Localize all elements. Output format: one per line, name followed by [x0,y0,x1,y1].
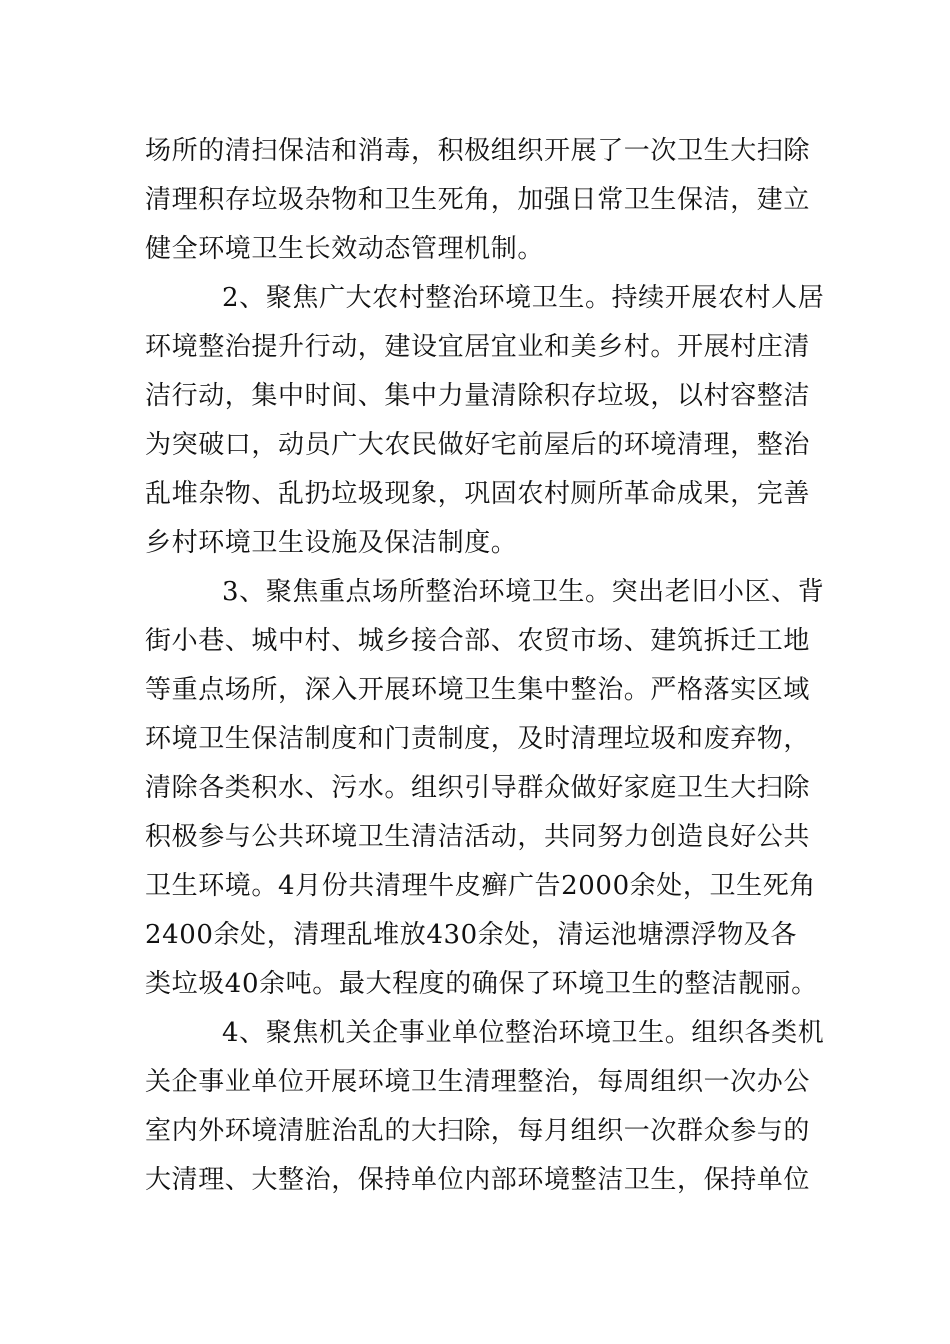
text-line: 清除各类积水、污水。组织引导群众做好家庭卫生大扫除 [145,773,811,803]
text-line: 积极参与公共环境卫生清洁活动，共同努力创造良好公共 [145,822,811,852]
text-line: 洁行动，集中时间、集中力量清除积存垃圾，以村容整洁 [145,381,811,411]
paragraph-intro-continuation [145,127,810,274]
text-line: 室内外环境清脏治乱的大扫除，每月组织一次群众参与的 [145,1116,811,1146]
text-line: 类垃圾40余吨。最大程度的确保了环境卫生的整洁靓丽。 [145,969,818,999]
text-line: 卫生环境。4月份共清理牛皮癣广告2000余处，卫生死角 [145,871,816,901]
text-line: 乡村环境卫生设施及保洁制度。 [145,528,518,558]
text-line: 等重点场所，深入开展环境卫生集中整治。严格落实区域 [145,675,811,705]
document-body [145,127,825,1205]
paragraph-heading-line: 3、聚焦重点场所整治环境卫生。突出老旧小区、背 [222,577,825,607]
text-line: 大清理、大整治，保持单位内部环境整洁卫生，保持单位 [145,1165,811,1195]
text-line: 清理积存垃圾杂物和卫生死角，加强日常卫生保洁，建立 [145,185,811,215]
text-line: 环境卫生保洁制度和门责制度，及时清理垃圾和废弃物， [145,724,811,754]
text-line: 关企事业单位开展环境卫生清理整治，每周组织一次办公 [145,1067,811,1097]
paragraph-item-2 [145,274,825,568]
text-line: 为突破口，动员广大农民做好宅前屋后的环境清理，整治 [145,430,811,460]
paragraph-heading-line: 4、聚焦机关企事业单位整治环境卫生。组织各类机 [222,1018,825,1048]
paragraph-item-3 [145,568,825,1009]
text-line: 健全环境卫生长效动态管理机制。 [145,234,545,264]
text-line: 场所的清扫保洁和消毒，积极组织开展了一次卫生大扫除 [145,136,811,166]
text-line: 环境整治提升行动，建设宜居宜业和美乡村。开展村庄清 [145,332,811,362]
paragraph-item-4 [145,1009,825,1205]
text-line: 街小巷、城中村、城乡接合部、农贸市场、建筑拆迁工地 [145,626,811,656]
paragraph-heading-line: 2、聚焦广大农村整治环境卫生。持续开展农村人居 [222,283,825,313]
text-line: 2400余处，清理乱堆放430余处，清运池塘漂浮物及各 [145,920,797,950]
text-line: 乱堆杂物、乱扔垃圾现象，巩固农村厕所革命成果，完善 [145,479,811,509]
